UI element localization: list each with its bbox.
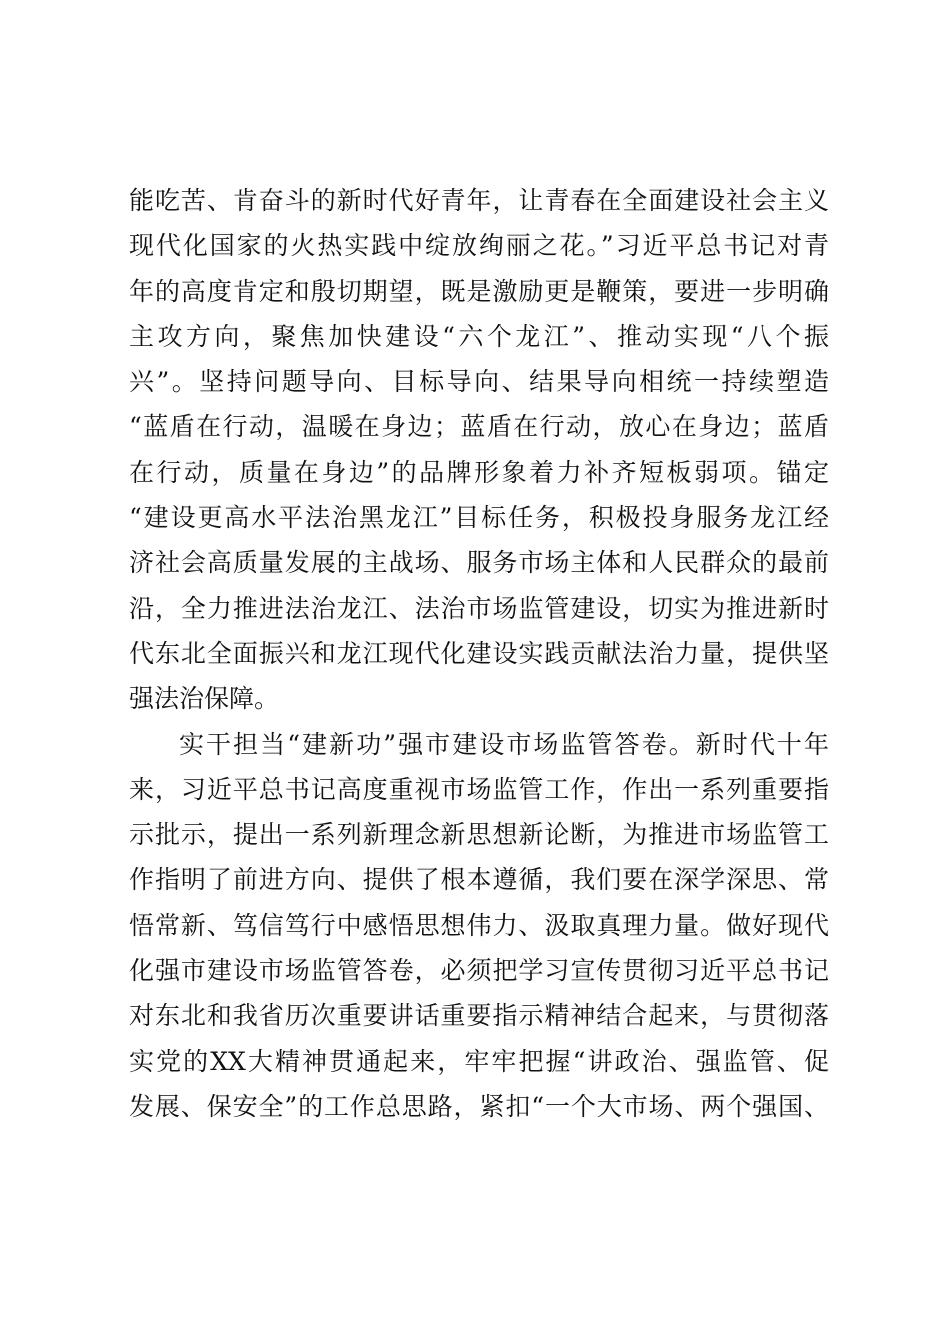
text-line: 济社会高质量发展的主战场、服务市场主体和人民群众的最前: [129, 548, 829, 578]
text-line: 沿，全力推进法治龙江、法治市场监管建设，切实为推进新时: [129, 593, 829, 623]
text-line: 悟常新、笃信笃行中感悟思想伟力、汲取真理力量。做好现代: [129, 910, 829, 940]
text-line: 对东北和我省历次重要讲话重要指示精神结合起来，与贯彻落: [129, 1001, 829, 1031]
text-line: 代东北全面振兴和龙江现代化建设实践贡献法治力量，提供坚: [129, 638, 829, 668]
text-line: 主攻方向，聚焦加快建设“六个龙江”、推动实现“八个振: [129, 321, 829, 351]
text-line: 能吃苦、肯奋斗的新时代好青年，让青春在全面建设社会主义: [129, 186, 829, 215]
text-line: 实党的XX大精神贯通起来，牢牢把握“讲政治、强监管、促: [129, 1046, 829, 1076]
text-line: 年的高度肯定和殷切期望，既是激励更是鞭策，要进一步明确: [129, 276, 829, 306]
text-line: 示批示，提出一系列新理念新思想新论断，为推进市场监管工: [129, 820, 829, 850]
text-line: 作指明了前进方向、提供了根本遵循，我们要在深学深思、常: [129, 865, 829, 895]
text-line: 现代化国家的火热实践中绽放绚丽之花。”习近平总书记对青: [129, 231, 829, 261]
text-line: 发展、保安全”的工作总思路，紧扣“一个大市场、两个强国、: [129, 1091, 829, 1121]
paragraph-first-line: 实干担当“建新功”强市建设市场监管答卷。新时代十年: [179, 729, 829, 759]
text-line: “蓝盾在行动，温暖在身边；蓝盾在行动，放心在身边；蓝盾: [129, 412, 829, 442]
body-text: [129, 178, 829, 1129]
text-line: 在行动，质量在身边”的品牌形象着力补齐短板弱项。锚定: [129, 457, 829, 487]
text-line: 化强市建设市场监管答卷，必须把学习宣传贯彻习近平总书记: [129, 956, 829, 986]
text-line: 来，习近平总书记高度重视市场监管工作，作出一系列重要指: [129, 774, 829, 804]
text-line: 强法治保障。: [129, 684, 280, 714]
text-line: 兴”。坚持问题导向、目标导向、结果导向相统一持续塑造: [129, 367, 829, 397]
text-line: “建设更高水平法治黑龙江”目标任务，积极投身服务龙江经: [129, 503, 829, 533]
